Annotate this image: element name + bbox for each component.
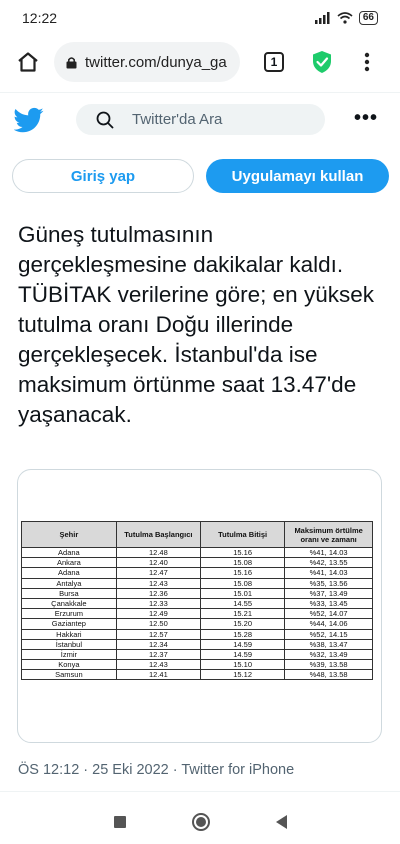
table-header-end: Tutulma Bitişi xyxy=(201,522,285,548)
battery-icon: 66 xyxy=(359,11,378,25)
table-cell: 15.08 xyxy=(201,578,285,588)
table-row xyxy=(22,548,373,558)
tweet-media-image[interactable] xyxy=(17,469,382,743)
table-cell: 12.43 xyxy=(116,660,200,670)
table-cell: 14.55 xyxy=(201,598,285,608)
browser-menu-button[interactable] xyxy=(352,44,382,80)
table-cell: 12.37 xyxy=(116,649,200,659)
table-cell: Adana xyxy=(22,568,117,578)
table-cell: Samsun xyxy=(22,670,117,680)
table-cell: Hakkari xyxy=(22,629,117,639)
search-icon xyxy=(96,111,114,129)
table-cell: Gaziantep xyxy=(22,619,117,629)
table-cell: 14.59 xyxy=(201,649,285,659)
tweet-timestamp: ÖS 12:12 · 25 Eki 2022 · Twitter for iPhone xyxy=(18,762,295,778)
login-button[interactable]: Giriş yap xyxy=(12,159,194,193)
table-cell: 12.43 xyxy=(116,578,200,588)
table-cell: 12.48 xyxy=(116,548,200,558)
twitter-bird-icon[interactable] xyxy=(14,105,44,135)
table-row xyxy=(22,578,373,588)
table-cell: Konya xyxy=(22,660,117,670)
table-cell: İstanbul xyxy=(22,639,117,649)
table-cell: 15.28 xyxy=(201,629,285,639)
table-row xyxy=(22,588,373,598)
table-row xyxy=(22,558,373,568)
tweet-text: Güneş tutulmasının gerçekleşmesine dakikalar kaldı. TÜBİTAK verilerine göre; en yüksek tutulma oranı Doğu illerinde gerçekleşecek. İstanbul'da ise maksimum örtünme saat 13.47'de yaşanacak. xyxy=(18,222,374,427)
table-cell: %42, 13.55 xyxy=(285,558,373,568)
table-row xyxy=(22,639,373,649)
table-cell: 15.20 xyxy=(201,619,285,629)
recent-apps-icon[interactable] xyxy=(114,816,126,828)
table-cell: 15.10 xyxy=(201,660,285,670)
table-cell: Adana xyxy=(22,548,117,558)
home-nav-icon[interactable] xyxy=(192,813,210,831)
table-cell: %41, 14.03 xyxy=(285,568,373,578)
more-options-button[interactable]: ••• xyxy=(353,107,378,129)
table-cell: 15.16 xyxy=(201,548,285,558)
use-app-button[interactable]: Uygulamayı kullan xyxy=(206,159,389,193)
eclipse-table xyxy=(21,521,373,680)
search-placeholder: Twitter'da Ara xyxy=(132,111,223,128)
more-vertical-icon xyxy=(364,52,370,72)
table-header-max: Maksimum örtülme oranı ve zamanı xyxy=(285,522,373,548)
table-body xyxy=(22,548,373,680)
table-cell: 12.33 xyxy=(116,598,200,608)
table-cell: Çanakkale xyxy=(22,598,117,608)
table-cell: 15.21 xyxy=(201,609,285,619)
table-cell: Antalya xyxy=(22,578,117,588)
table-cell: 12.40 xyxy=(116,558,200,568)
table-header-start: Tutulma Başlangıcı xyxy=(116,522,200,548)
search-input[interactable] xyxy=(76,104,325,135)
table-cell: %37, 13.49 xyxy=(285,588,373,598)
table-cell: %35, 13.56 xyxy=(285,578,373,588)
table-row xyxy=(22,660,373,670)
table-cell: İzmir xyxy=(22,649,117,659)
table-cell: %33, 13.45 xyxy=(285,598,373,608)
table-cell: %32, 13.49 xyxy=(285,649,373,659)
table-cell: 12.50 xyxy=(116,619,200,629)
back-icon[interactable] xyxy=(276,815,287,829)
browser-toolbar xyxy=(0,36,400,88)
address-bar[interactable] xyxy=(54,42,240,82)
table-row xyxy=(22,649,373,659)
table-cell: %52, 14.15 xyxy=(285,629,373,639)
table-cell: %39, 13.58 xyxy=(285,660,373,670)
table-header-row xyxy=(22,522,373,548)
table-cell: %48, 13.58 xyxy=(285,670,373,680)
table-cell: %41, 14.03 xyxy=(285,548,373,558)
system-navigation-bar xyxy=(0,800,400,844)
table-row xyxy=(22,670,373,680)
tab-count: 1 xyxy=(264,52,284,72)
table-header-city: Şehir xyxy=(22,522,117,548)
table-cell: %52, 14.07 xyxy=(285,609,373,619)
wifi-icon xyxy=(337,12,353,24)
twitter-header xyxy=(0,97,400,143)
table-cell: 15.08 xyxy=(201,558,285,568)
status-icons xyxy=(315,11,378,25)
table-cell: 14.59 xyxy=(201,639,285,649)
signal-icon xyxy=(315,12,331,24)
home-icon xyxy=(17,52,39,72)
lock-icon xyxy=(66,56,77,69)
table-cell: 12.34 xyxy=(116,639,200,649)
home-button[interactable] xyxy=(10,44,46,80)
table-cell: 15.12 xyxy=(201,670,285,680)
table-row xyxy=(22,619,373,629)
table-row xyxy=(22,609,373,619)
tab-switcher-button[interactable] xyxy=(256,44,292,80)
table-cell: 12.36 xyxy=(116,588,200,598)
status-time: 12:22 xyxy=(22,10,58,26)
divider xyxy=(0,92,400,93)
table-cell: 12.41 xyxy=(116,670,200,680)
divider xyxy=(0,791,400,792)
table-row xyxy=(22,629,373,639)
table-cell: 12.47 xyxy=(116,568,200,578)
url-text: twitter.com/dunya_ga xyxy=(85,53,227,71)
table-cell: 15.16 xyxy=(201,568,285,578)
table-cell: Bursa xyxy=(22,588,117,598)
table-cell: 15.01 xyxy=(201,588,285,598)
status-bar xyxy=(0,0,400,36)
table-cell: 12.57 xyxy=(116,629,200,639)
table-row xyxy=(22,568,373,578)
table-row xyxy=(22,598,373,608)
shield-icon xyxy=(311,50,333,74)
table-cell: Ankara xyxy=(22,558,117,568)
table-cell: 12.49 xyxy=(116,609,200,619)
table-cell: Erzurum xyxy=(22,609,117,619)
table-cell: %38, 13.47 xyxy=(285,639,373,649)
home-nav-dot xyxy=(196,817,206,827)
table-cell: %44, 14.06 xyxy=(285,619,373,629)
shield-button[interactable] xyxy=(304,44,340,80)
